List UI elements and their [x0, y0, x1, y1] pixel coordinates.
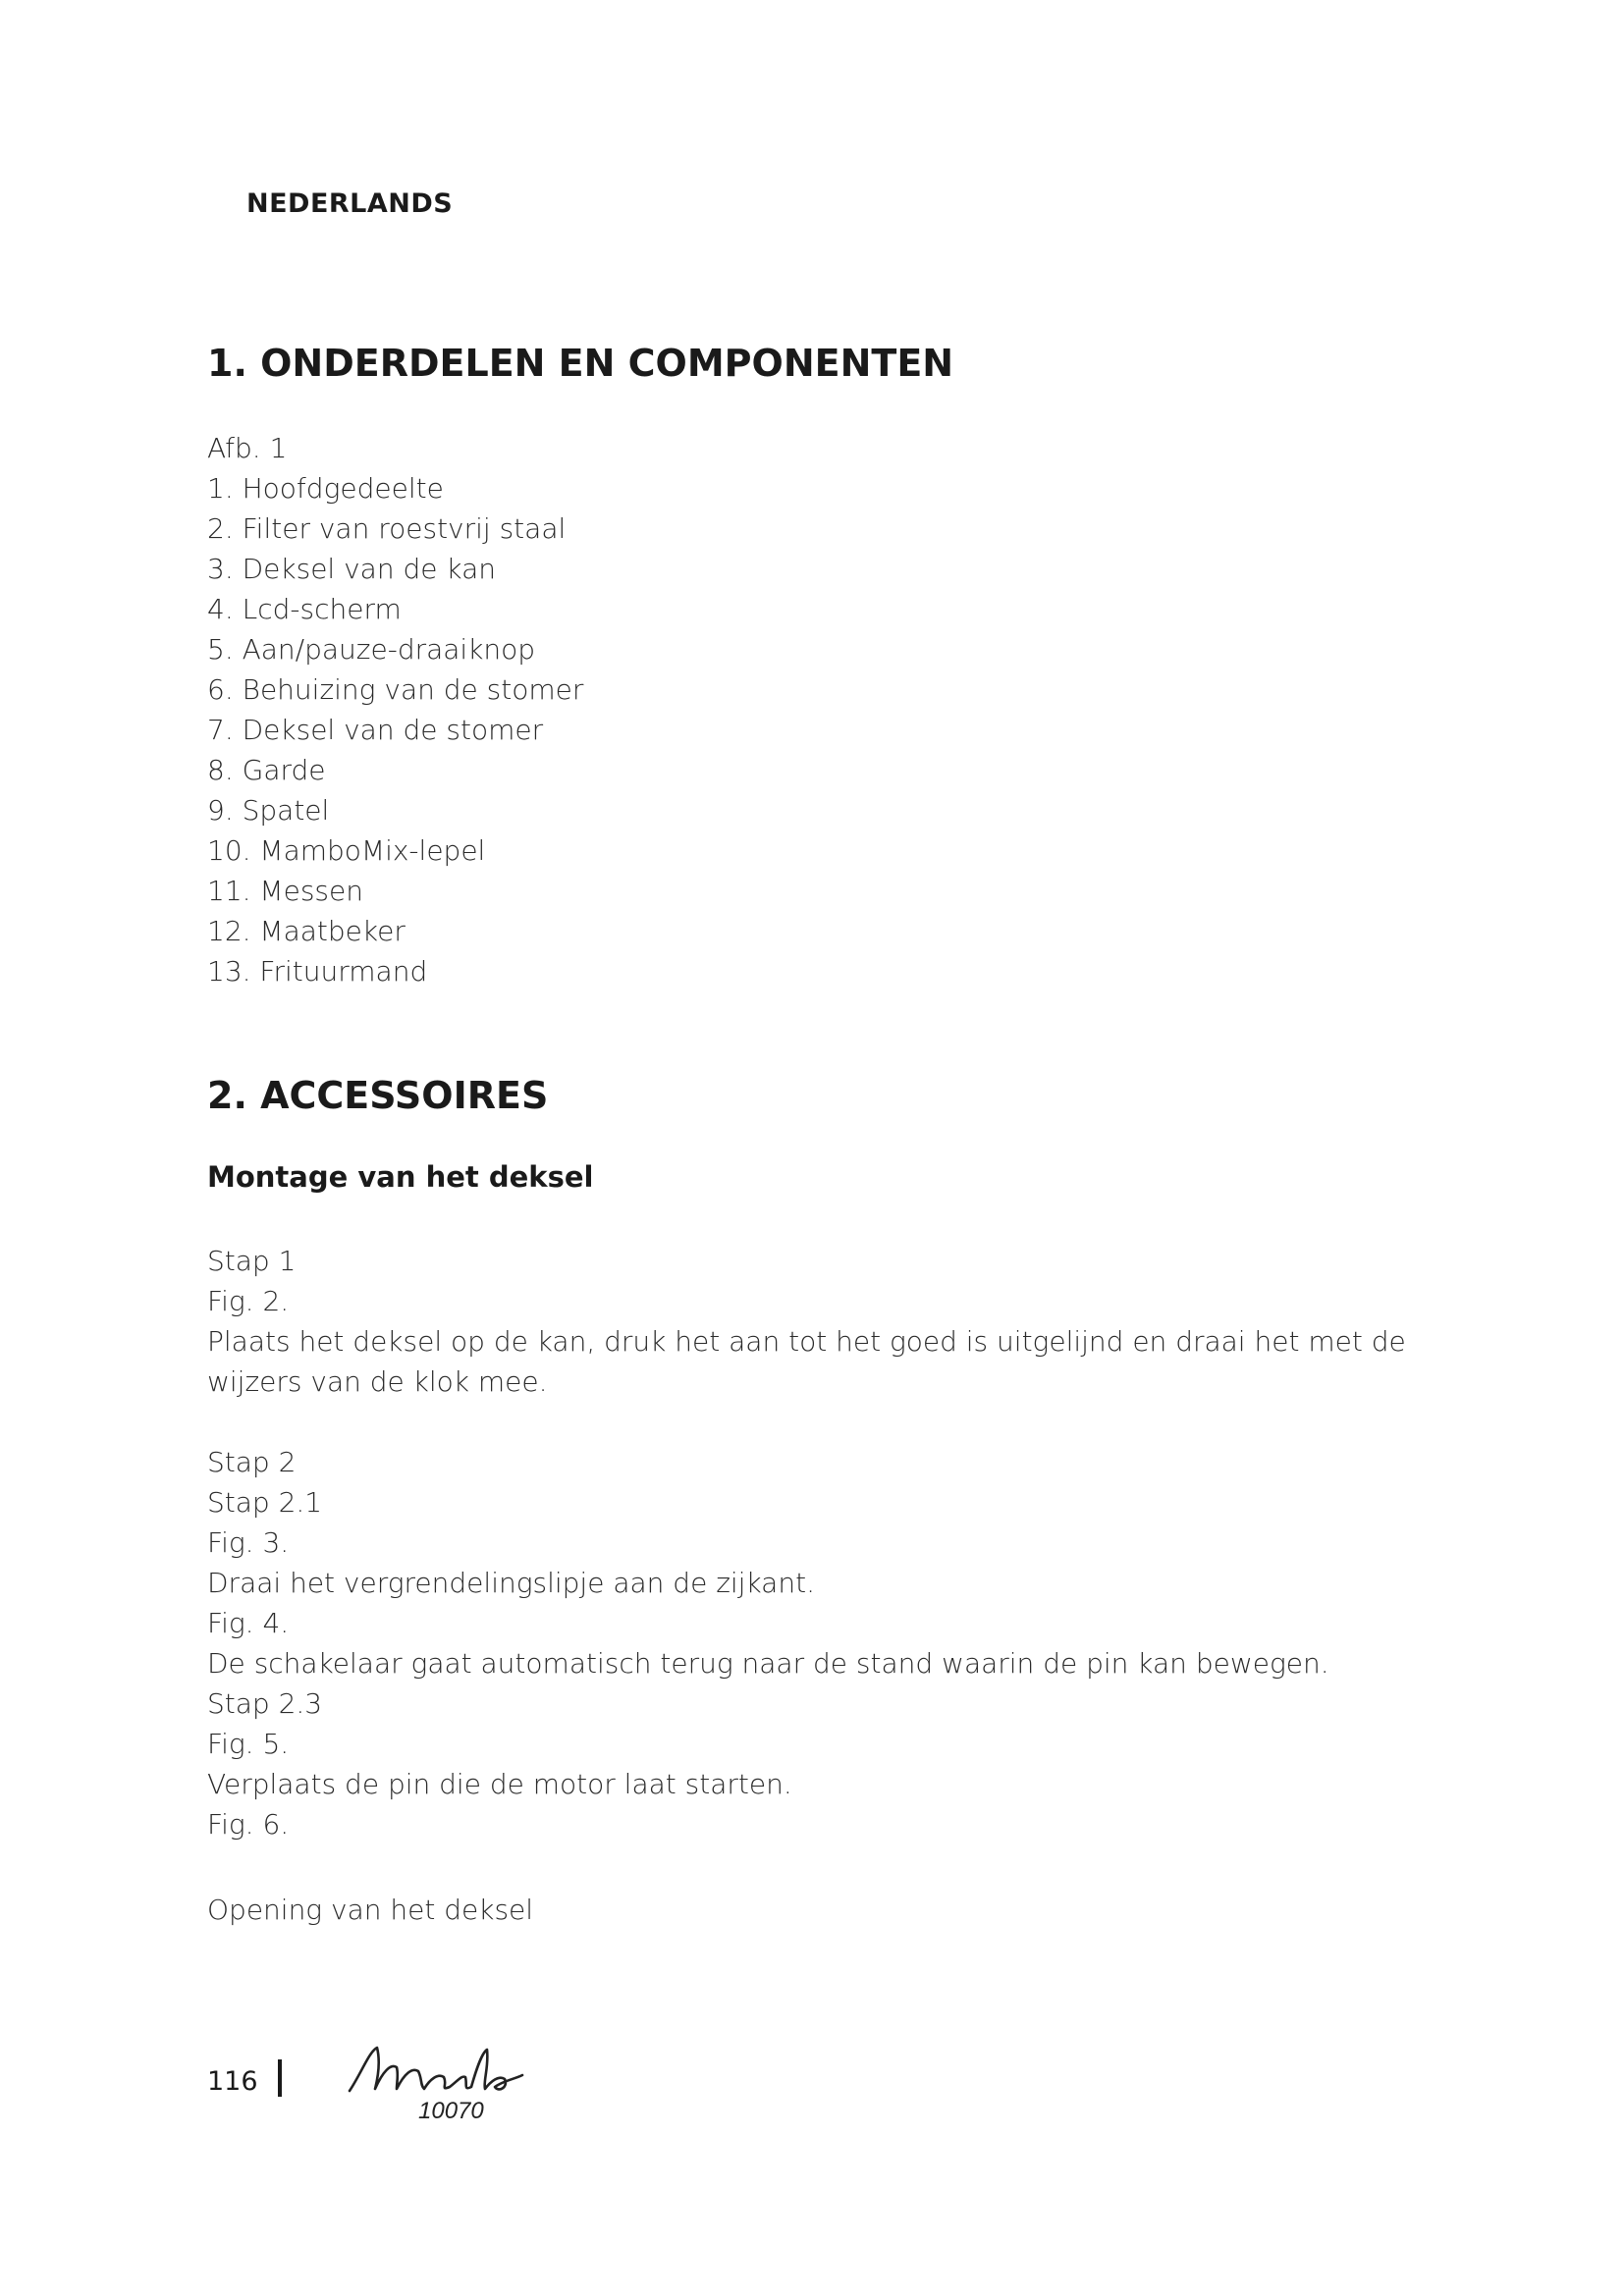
list-item: 8. Garde [207, 754, 326, 786]
step-2-line: Fig. 5. [207, 1728, 290, 1760]
step-1-block [207, 1241, 1484, 1402]
list-item: 11. Messen [207, 875, 363, 907]
parts-section [207, 428, 1484, 991]
list-item: 5. Aan/pauze-draaiknop [207, 633, 536, 666]
list-item: 4. Lcd-scherm [207, 593, 402, 625]
list-item: 1. Hoofdgedeelte [207, 472, 444, 505]
list-item: 3. Deksel van de kan [207, 553, 497, 585]
closing-line: Opening van het deksel [207, 1894, 534, 1926]
step-2-line: Stap 2.1 [207, 1486, 323, 1519]
step-2-line: Fig. 3. [207, 1526, 290, 1559]
language-label: NEDERLANDS [246, 188, 454, 219]
step-2-line: Fig. 4. [207, 1607, 290, 1639]
mambo-logo [342, 2034, 528, 2122]
step-2-line: Stap 2.3 [207, 1687, 323, 1720]
step-1-label: Stap 1 [207, 1245, 297, 1277]
subheading-lid-assembly: Montage van het deksel [207, 1160, 594, 1194]
footer-divider [278, 2059, 282, 2097]
step-2-line: Fig. 6. [207, 1808, 290, 1841]
list-item: 13. Frituurmand [207, 955, 428, 988]
parts-list [207, 468, 1484, 991]
list-item: 9. Spatel [207, 794, 330, 827]
step-1-text: Plaats het deksel op de kan, druk het aan tot het goed is uitgelijnd en draai het met de wijzers van de klok mee. [207, 1325, 1415, 1398]
list-item: 7. Deksel van de stomer [207, 714, 544, 746]
section-2-title: 2. ACCESSOIRES [207, 1074, 549, 1117]
list-item: 6. Behuizing van de stomer [207, 673, 584, 706]
step-2-line: Verplaats de pin die de motor laat starten. [207, 1768, 792, 1800]
list-item: 2. Filter van roestvrij staal [207, 512, 567, 545]
page-number: 116 [207, 2066, 258, 2097]
step-2-line: Draai het vergrendelingslipje aan de zijkant. [207, 1567, 815, 1599]
logo-model-text: 10070 [418, 2098, 484, 2122]
list-item: 10. MamboMix-lepel [207, 834, 486, 867]
section-1-title: 1. ONDERDELEN EN COMPONENTEN [207, 342, 954, 385]
step-2-line: Stap 2 [207, 1446, 297, 1478]
step-2-line: De schakelaar gaat automatisch terug naar de stand waarin de pin kan bewegen. [207, 1647, 1329, 1680]
step-2-block [207, 1442, 1484, 1844]
step-1-fig: Fig. 2. [207, 1285, 290, 1317]
list-item: 12. Maatbeker [207, 915, 406, 947]
figure-label: Afb. 1 [207, 432, 288, 464]
